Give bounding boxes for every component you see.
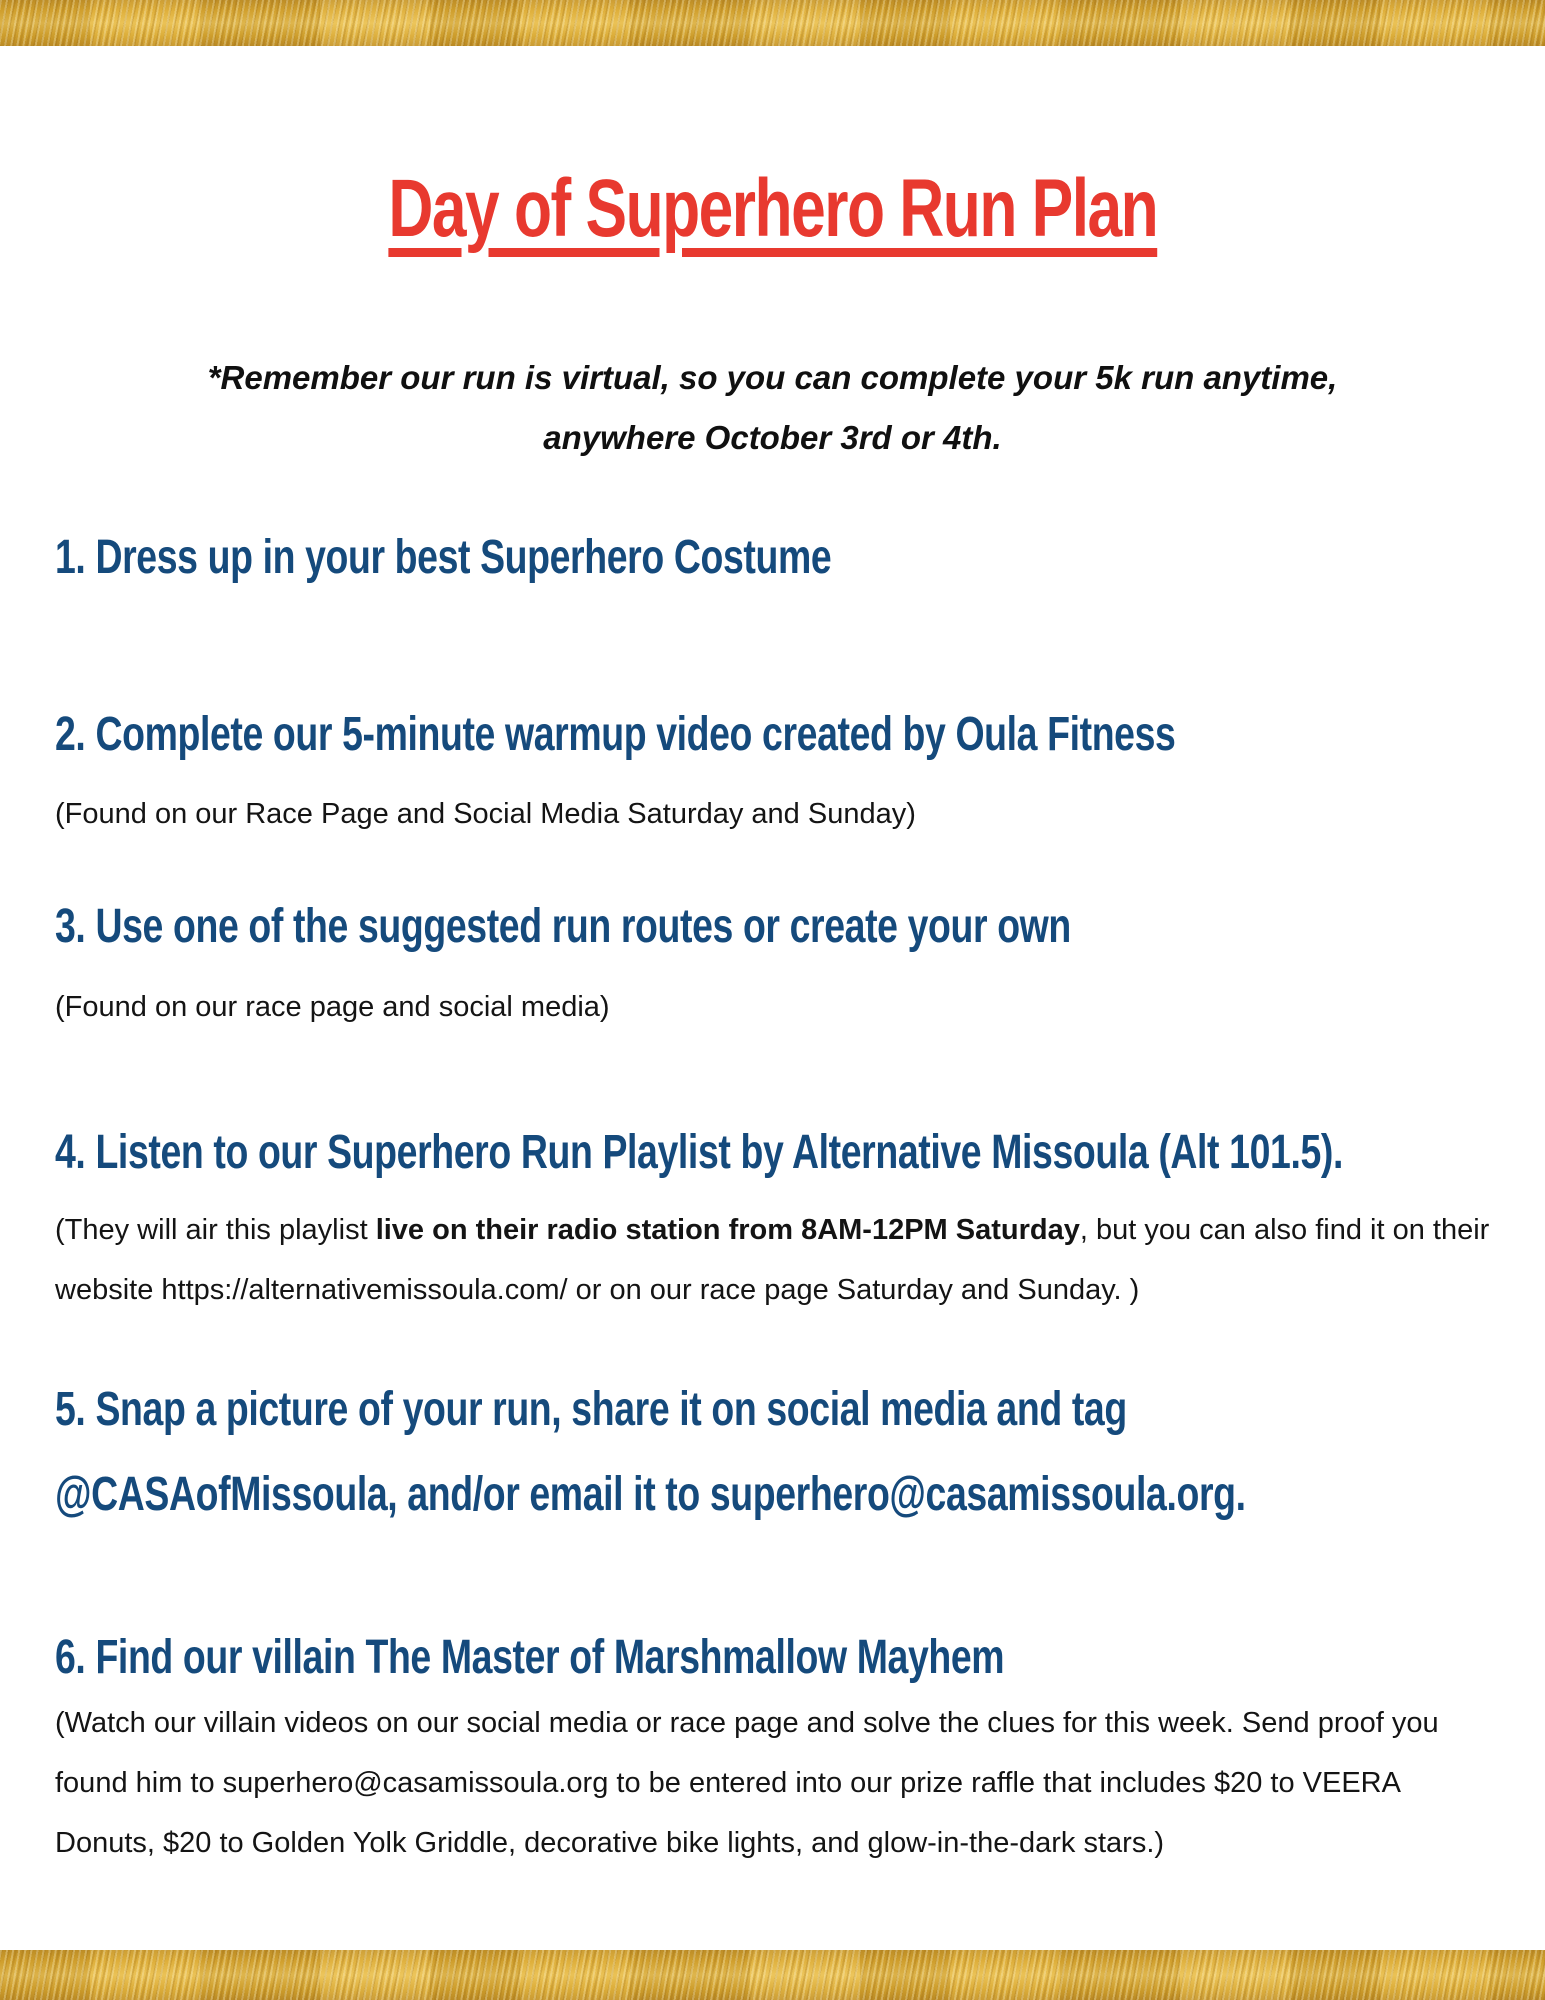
step-6-heading xyxy=(55,1630,1490,1685)
step-2-heading-text: 2. Complete our 5-minute warmup video created by Oula Fitness xyxy=(55,708,1176,762)
step-5-heading-text: 5. Snap a picture of your run, share it on social media and tag @CASAofMissoula, and/or email it to superhero@casamissoula.org. xyxy=(55,1382,1246,1521)
step-3-heading xyxy=(55,899,1490,954)
step-4-note-radio-times: live on their radio station from 8AM-12PM Saturday xyxy=(375,1213,1080,1246)
page-title xyxy=(55,163,1490,254)
step-2-heading xyxy=(55,707,1490,762)
step-3 xyxy=(55,899,1490,1036)
step-1 xyxy=(55,530,1490,585)
step-4-note xyxy=(55,1200,1490,1320)
step-2-note: (Found on our Race Page and Social Media Saturday and Sunday) xyxy=(55,798,916,831)
step-3-heading-text: 3. Use one of the suggested run routes or create your own xyxy=(55,900,1071,954)
step-6-heading-text: 6. Find our villain The Master of Marshmallow Mayhem xyxy=(55,1630,1005,1684)
step-4-note-suffix: , but you can also find it on their website https://alternativemissoula.com/ or on our race page Saturday and Sunday. ) xyxy=(55,1213,1490,1306)
step-1-heading xyxy=(55,530,1490,585)
step-1-heading-text: 1. Dress up in your best Superhero Costume xyxy=(55,531,832,585)
step-2 xyxy=(55,707,1490,844)
step-5 xyxy=(55,1368,1490,1538)
step-4-heading-text: 4. Listen to our Superhero Run Playlist by Alternative Missoula (Alt 101.5). xyxy=(55,1125,1343,1179)
page-title-text: Day of Superhero Run Plan xyxy=(388,163,1157,254)
step-6-note: (Watch our villain videos on our social media or race page and solve the clues for this week. Send proof you found him to superhero@casamissoula.org to be entered into our prize raffle that includes $20 to VEERA Donuts, $20 to Golden Yolk Griddle, decorative bike lights, and glow-in-the-dark stars.) xyxy=(55,1707,1439,1860)
step-4-heading xyxy=(55,1125,1490,1180)
gold-glitter-top-border xyxy=(0,0,1545,46)
virtual-run-reminder: *Remember our run is virtual, so you can complete your 5k run anytime, anywhere October 3rd or 4th. xyxy=(207,359,1338,457)
step-6 xyxy=(55,1630,1490,1873)
gold-glitter-bottom-border xyxy=(0,1950,1545,2000)
flyer-content xyxy=(0,163,1545,1873)
step-3-note: (Found on our race page and social media) xyxy=(55,990,610,1023)
step-4 xyxy=(55,1125,1490,1320)
step-4-note-prefix: (They will air this playlist xyxy=(55,1213,376,1246)
step-5-heading xyxy=(55,1368,1490,1538)
